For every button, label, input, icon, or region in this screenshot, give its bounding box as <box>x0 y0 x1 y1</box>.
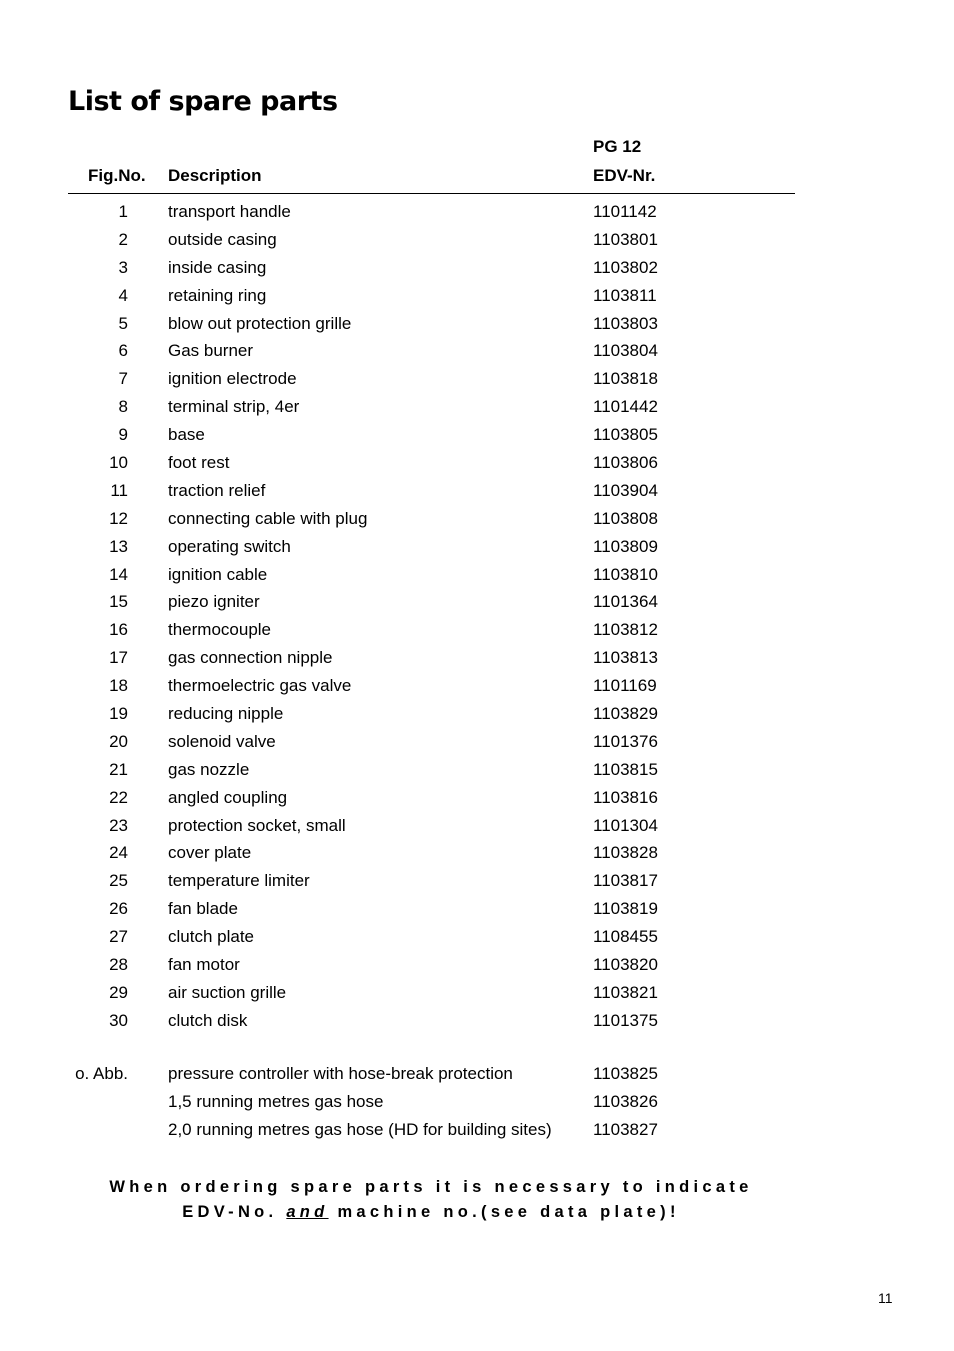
fig-number: 16 <box>109 620 128 640</box>
table-row <box>0 1088 954 1116</box>
edv-number: 1103809 <box>593 536 658 556</box>
edv-number: 1103815 <box>593 759 658 779</box>
fig-number: o. Abb. <box>75 1064 128 1083</box>
part-description: base <box>168 425 205 445</box>
edv-number: 1101376 <box>593 731 658 751</box>
fig-number: 7 <box>118 369 128 389</box>
fig-number: 14 <box>109 564 128 584</box>
edv-number: 1103819 <box>593 899 658 919</box>
edv-number: 1103827 <box>593 1119 658 1139</box>
table-row <box>0 282 954 310</box>
ordering-note-machine: machine no.(see data plate)! <box>337 1203 680 1221</box>
edv-number: 1103826 <box>593 1091 658 1111</box>
page-title: List of spare parts <box>68 86 338 117</box>
fig-number: 2 <box>118 229 128 249</box>
part-description: fan motor <box>168 955 240 975</box>
part-description: ignition electrode <box>168 369 297 389</box>
edv-number: 1103825 <box>593 1064 658 1083</box>
table-row <box>0 644 954 672</box>
fig-number: 22 <box>109 787 128 807</box>
page-number: 11 <box>878 1290 893 1306</box>
column-header-edv: EDV-Nr. <box>593 166 656 185</box>
table-row <box>0 700 954 728</box>
ordering-note-and: and <box>286 1203 329 1221</box>
table-row <box>0 310 954 338</box>
column-header-fig-no: Fig.No. <box>88 166 146 185</box>
column-header-description: Description <box>168 166 262 185</box>
edv-number: 1101442 <box>593 397 658 417</box>
edv-number: 1103810 <box>593 564 658 584</box>
table-row <box>0 449 954 477</box>
table-row <box>0 867 954 895</box>
fig-number: 18 <box>109 676 128 696</box>
fig-number: 27 <box>109 927 128 947</box>
part-description: 2,0 running metres gas hose (HD for building sites) <box>168 1119 552 1139</box>
table-row <box>0 979 954 1007</box>
table-row <box>0 421 954 449</box>
fig-number: 19 <box>109 704 128 724</box>
part-description: foot rest <box>168 453 230 473</box>
table-row <box>0 951 954 979</box>
extra-parts-list <box>0 1060 954 1144</box>
edv-number: 1103828 <box>593 843 658 863</box>
table-row <box>0 895 954 923</box>
part-description: protection socket, small <box>168 815 346 835</box>
parts-list <box>0 198 954 1035</box>
edv-number: 1103805 <box>593 425 658 445</box>
edv-number: 1101304 <box>593 815 658 835</box>
table-row <box>0 1007 954 1035</box>
edv-number: 1103802 <box>593 257 658 277</box>
part-description: cover plate <box>168 843 252 863</box>
part-description: gas nozzle <box>168 759 250 779</box>
edv-number: 1103816 <box>593 787 658 807</box>
part-description: ignition cable <box>168 564 268 584</box>
fig-number: 25 <box>109 871 128 891</box>
table-row <box>0 1116 954 1144</box>
fig-number: 9 <box>118 425 128 445</box>
fig-number: 17 <box>109 648 128 668</box>
edv-number: 1103820 <box>593 955 658 975</box>
fig-number: 30 <box>109 1010 128 1030</box>
table-row <box>0 365 954 393</box>
edv-number: 1103813 <box>593 648 658 668</box>
edv-number: 1101142 <box>593 202 657 221</box>
fig-number: 26 <box>109 899 128 919</box>
table-row <box>0 1060 954 1088</box>
edv-number: 1101169 <box>593 676 657 696</box>
edv-number: 1103812 <box>593 620 658 640</box>
column-header-model: PG 12 <box>593 137 642 156</box>
fig-number: 28 <box>109 955 128 975</box>
part-description: solenoid valve <box>168 731 276 751</box>
table-row <box>0 672 954 700</box>
part-description: clutch disk <box>168 1010 248 1030</box>
edv-number: 1103818 <box>593 369 658 389</box>
fig-number: 1 <box>118 202 128 221</box>
part-description: operating switch <box>168 536 291 556</box>
fig-number: 12 <box>109 508 128 528</box>
fig-number: 4 <box>118 285 128 305</box>
edv-number: 1101375 <box>593 1010 658 1030</box>
part-description: angled coupling <box>168 787 288 807</box>
table-row <box>0 337 954 365</box>
table-row <box>0 784 954 812</box>
table-row <box>0 756 954 784</box>
table-row <box>0 198 954 226</box>
part-description: thermoelectric gas valve <box>168 676 352 696</box>
table-row <box>0 393 954 421</box>
fig-number: 5 <box>118 313 128 333</box>
part-description: fan blade <box>168 899 238 919</box>
part-description: gas connection nipple <box>168 648 333 668</box>
part-description: connecting cable with plug <box>168 508 368 528</box>
table-row <box>0 616 954 644</box>
fig-number: 21 <box>109 759 128 779</box>
fig-number: 3 <box>118 257 128 277</box>
edv-number: 1103811 <box>593 285 657 305</box>
fig-number: 20 <box>109 731 128 751</box>
edv-number: 1103804 <box>593 341 658 361</box>
edv-number: 1108455 <box>593 927 658 947</box>
edv-number: 1101364 <box>593 592 658 612</box>
part-description: outside casing <box>168 229 277 249</box>
part-description: pressure controller with hose-break protection <box>168 1064 513 1083</box>
part-description: thermocouple <box>168 620 272 640</box>
edv-number: 1103817 <box>593 871 658 891</box>
ordering-note-line-1: When ordering spare parts it is necessary to indicate <box>109 1178 753 1196</box>
part-description: terminal strip, 4er <box>168 397 300 417</box>
table-row <box>0 728 954 756</box>
header-divider <box>68 193 795 194</box>
table-row <box>0 561 954 589</box>
table-row <box>0 477 954 505</box>
part-description: blow out protection grille <box>168 313 352 333</box>
part-description: air suction grille <box>168 982 287 1002</box>
fig-number: 24 <box>109 843 128 863</box>
fig-number: 11 <box>110 480 128 500</box>
table-row <box>0 839 954 867</box>
part-description: transport handle <box>168 202 291 221</box>
ordering-note-edv: EDV-No. <box>182 1203 278 1221</box>
part-description: clutch plate <box>168 927 254 947</box>
table-row <box>0 812 954 840</box>
edv-number: 1103803 <box>593 313 658 333</box>
part-description: 1,5 running metres gas hose <box>168 1091 384 1111</box>
table-row <box>0 588 954 616</box>
table-row <box>0 226 954 254</box>
edv-number: 1103904 <box>593 480 658 500</box>
part-description: reducing nipple <box>168 704 284 724</box>
fig-number: 10 <box>109 453 128 473</box>
fig-number: 23 <box>109 815 128 835</box>
fig-number: 15 <box>109 592 128 612</box>
table-row <box>0 923 954 951</box>
edv-number: 1103808 <box>593 508 658 528</box>
fig-number: 8 <box>118 397 128 417</box>
table-row <box>0 533 954 561</box>
part-description: piezo igniter <box>168 592 260 612</box>
part-description: temperature limiter <box>168 871 310 891</box>
part-description: Gas burner <box>168 341 254 361</box>
part-description: traction relief <box>168 480 266 500</box>
part-description: inside casing <box>168 257 267 277</box>
edv-number: 1103801 <box>593 229 658 249</box>
edv-number: 1103806 <box>593 453 658 473</box>
fig-number: 29 <box>109 982 128 1002</box>
fig-number: 13 <box>109 536 128 556</box>
edv-number: 1103829 <box>593 704 658 724</box>
table-row <box>0 254 954 282</box>
edv-number: 1103821 <box>593 982 658 1002</box>
fig-number: 6 <box>118 341 128 361</box>
table-row <box>0 505 954 533</box>
ordering-note-line-2 <box>0 1203 862 1222</box>
part-description: retaining ring <box>168 285 267 305</box>
